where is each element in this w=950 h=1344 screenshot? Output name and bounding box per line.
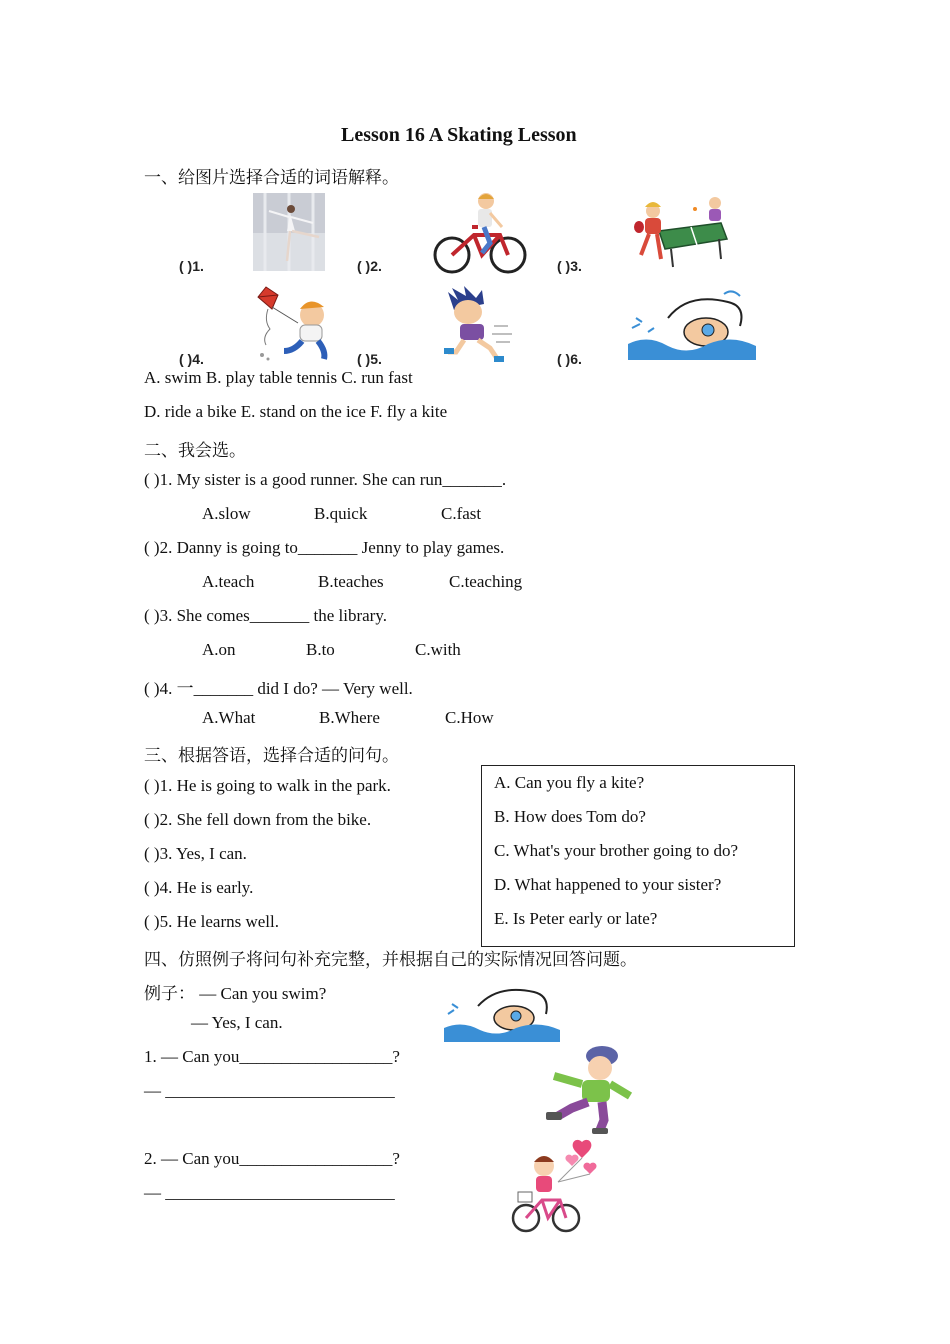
section1-heading: 一、给图片选择合适的词语解释。 [144,168,399,187]
mc-option-4a: A.What [202,708,256,727]
runner-picture [434,286,518,364]
mc-option-1a: A.slow [202,504,251,523]
practice-answer-1[interactable]: — ___________________________ [144,1081,395,1100]
mc-option-4b: B.Where [319,708,380,727]
pic-label-5: ( )5. [357,351,382,367]
options-line-1: A. swim B. play table tennis C. run fast [144,368,413,387]
options-line-2: D. ride a bike E. stand on the ice F. fly a kite [144,402,448,421]
kite-flyer-picture [254,285,336,363]
mc-option-2b: B.teaches [318,572,384,591]
section4-heading: 四、仿照例子将问句补充完整，并根据自己的实际情况回答问题。 [144,950,637,969]
choice-e: E. Is Peter early or late? [494,909,658,928]
match-answer-5: ( )5. He learns well. [144,912,280,931]
table-tennis-picture [631,193,729,271]
bike-rider-picture [432,191,528,275]
choice-d: D. What happened to your sister? [494,875,722,894]
choice-c: C. What's your brother going to do? [494,841,739,860]
mc-option-1b: B.quick [314,504,368,523]
pic-label-1: ( )1. [179,258,204,274]
skating-boy-picture [542,1044,634,1136]
mc-option-1c: C.fast [441,504,482,523]
mc-question-3: ( )3. She comes_______ the library. [144,606,387,625]
page-title: Lesson 16 A Skating Lesson [341,124,577,146]
match-answer-3: ( )3. Yes, I can. [144,844,247,863]
mc-option-2a: A.teach [202,572,255,591]
choice-b: B. How does Tom do? [494,807,646,826]
match-answer-1: ( )1. He is going to walk in the park. [144,776,391,795]
section3-heading: 三、根据答语，选择合适的问句。 [144,746,399,765]
practice-question-1[interactable]: 1. — Can you__________________? [144,1047,400,1066]
pic-label-4: ( )4. [179,351,204,367]
match-answer-4: ( )4. He is early. [144,878,254,897]
mc-question-2: ( )2. Danny is going to_______ Jenny to play games. [144,538,505,557]
pic-label-3: ( )3. [557,258,582,274]
mc-option-3c: C.with [415,640,461,659]
mc-option-4c: C.How [445,708,494,727]
match-answer-2: ( )2. She fell down from the bike. [144,810,372,829]
choice-a: A. Can you fly a kite? [494,773,645,792]
practice-question-2[interactable]: 2. — Can you__________________? [144,1149,400,1168]
swimmer-small-picture [444,980,562,1046]
example-answer: — Yes, I can. [191,1013,283,1032]
pic-label-2: ( )2. [357,258,382,274]
pic-label-6: ( )6. [557,351,582,367]
girl-on-bike-picture [510,1138,606,1234]
ice-skater-picture [253,193,325,271]
example-question: 例子： — Can you swim? [144,984,327,1003]
swimmer-picture [628,288,758,364]
mc-option-2c: C.teaching [449,572,523,591]
mc-option-3b: B.to [306,640,335,659]
mc-question-1: ( )1. My sister is a good runner. She can run_______. [144,470,507,489]
practice-answer-2[interactable]: — ___________________________ [144,1183,395,1202]
section2-heading: 二、我会选。 [144,441,246,460]
mc-option-3a: A.on [202,640,236,659]
mc-question-4: ( )4. 一_______ did I do? — Very well. [144,679,413,698]
